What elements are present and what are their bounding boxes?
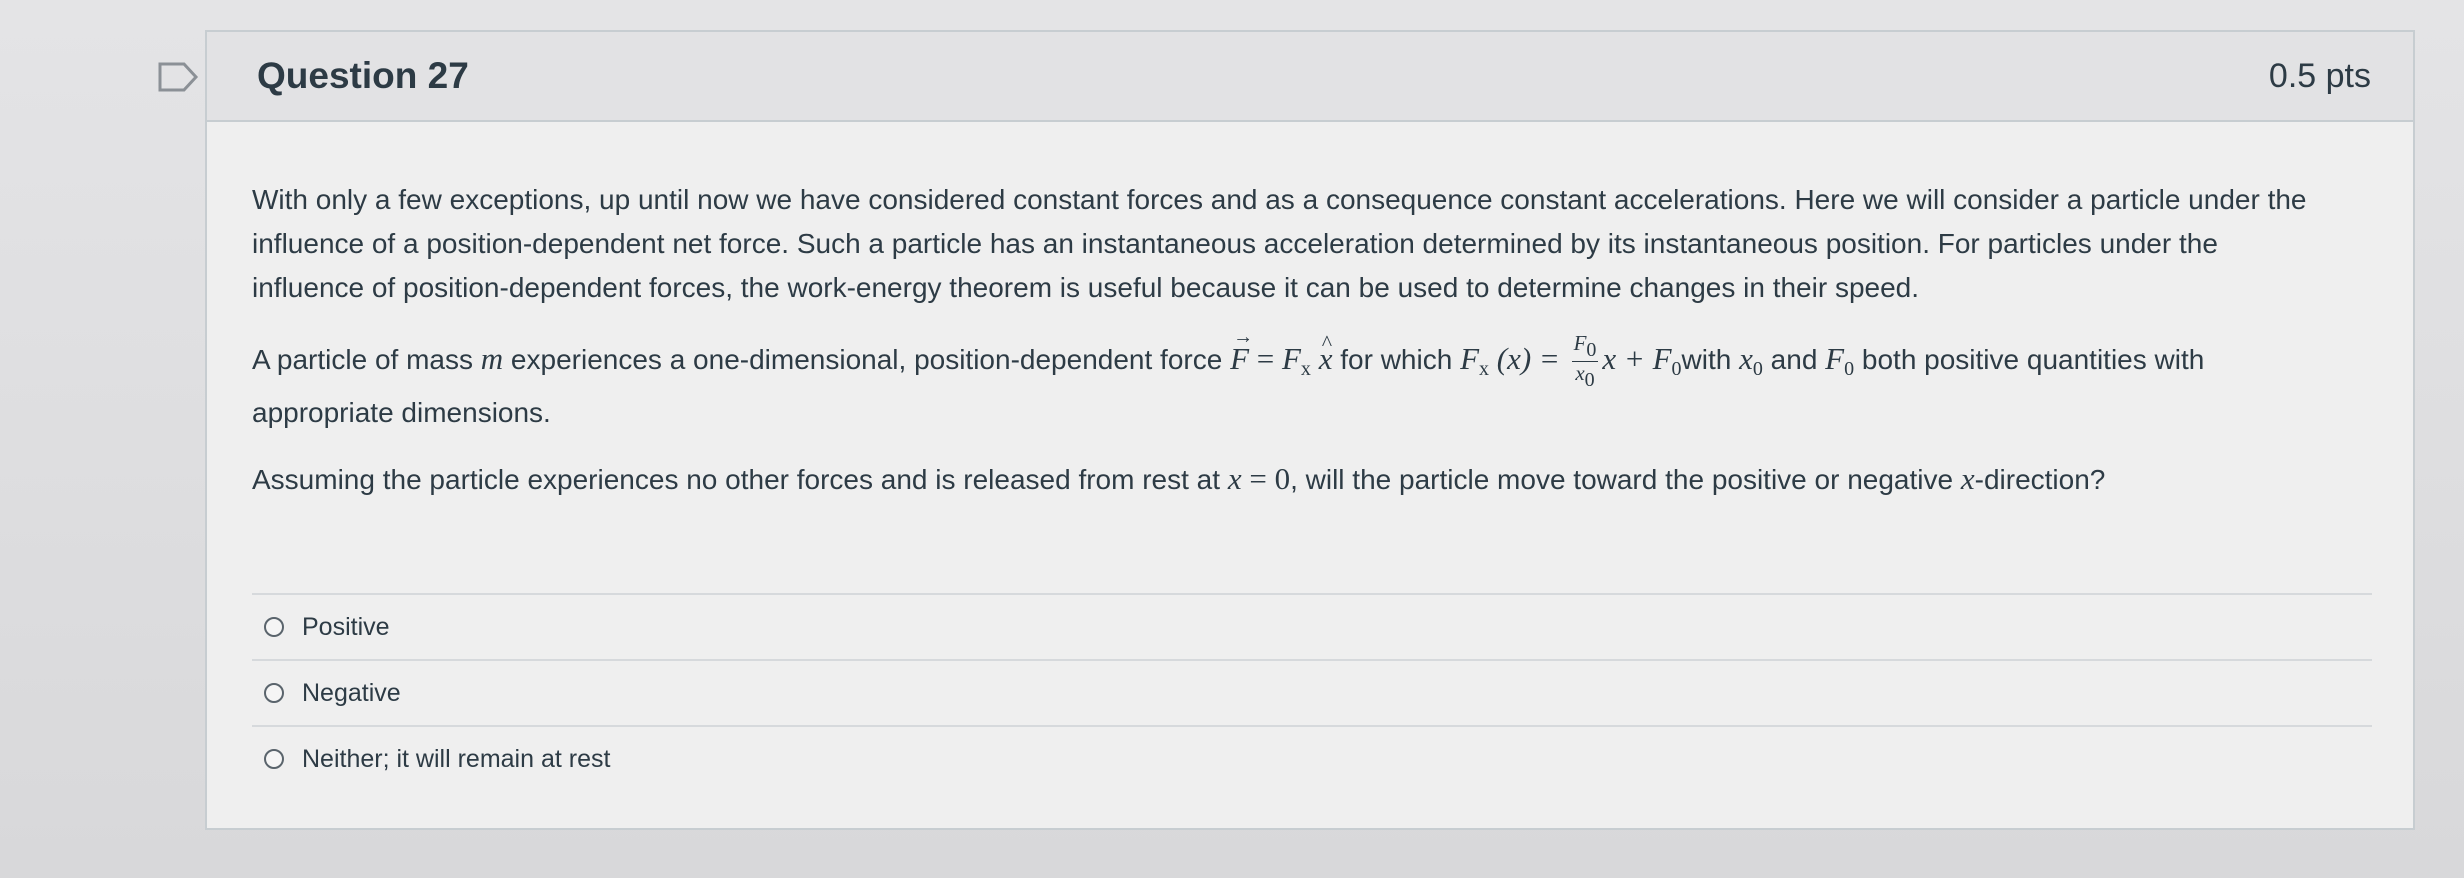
question-points: 0.5 pts <box>2268 56 2371 95</box>
text-span: for which <box>1332 343 1461 375</box>
answer-label[interactable]: Positive <box>302 612 390 641</box>
math-force-vector: → F <box>1230 337 1249 381</box>
answer-list <box>252 593 2372 791</box>
math-plus: x + F <box>1602 340 1672 376</box>
math-sub: x <box>1300 357 1311 380</box>
math-xhat: ^ x <box>1319 337 1333 381</box>
math-sub: 0 <box>1752 357 1763 380</box>
radio-icon[interactable] <box>264 749 284 769</box>
text-span: , will the particle move toward the positive or negative <box>1290 464 1961 495</box>
text-span: -direction? <box>1974 464 2106 495</box>
math-arg: (x) = <box>1489 340 1568 376</box>
math-m: m <box>480 340 504 376</box>
answer-option-neither[interactable] <box>252 725 2372 791</box>
question-paragraph-intro: With only a few exceptions, up until now we have considered constant forces and as a consequence constant accelerations. Here we will consider a particle under the influence of a position-dependent net force. Such a particle has an instantaneous acceleration determined by its instantaneous position. For particles under the influence of position-dependent forces, the work-energy theorem is useful because it can be used to determine changes in their speed. <box>252 184 2307 303</box>
math-sub: x <box>1479 357 1490 380</box>
answer-option-negative[interactable] <box>252 659 2372 725</box>
frac-den: x <box>1575 361 1585 385</box>
question-header <box>207 32 2413 122</box>
math-equals: = <box>1249 340 1282 376</box>
math-x: x <box>1960 461 1975 496</box>
math-x: x <box>1227 461 1242 496</box>
question-card <box>205 30 2415 830</box>
frac-den-sub: 0 <box>1584 369 1595 391</box>
math-fraction <box>1572 332 1599 391</box>
frac-num-sub: 0 <box>1586 339 1597 361</box>
question-title: Question 27 <box>257 55 469 96</box>
text-span: and <box>1762 343 1826 375</box>
flag-icon[interactable] <box>158 62 200 92</box>
question-paragraph-setup <box>252 332 2312 435</box>
math-fx: F <box>1460 340 1480 376</box>
math-f0: F <box>1825 340 1845 376</box>
answer-option-positive[interactable] <box>252 593 2372 659</box>
math-fx: F <box>1281 340 1301 376</box>
text-span: A particle of mass <box>252 343 481 375</box>
math-sub: 0 <box>1844 357 1855 380</box>
text-span: experiences a one-dimensional, position-dependent force <box>503 343 1231 375</box>
text-span: Assuming the particle experiences no other forces and is released from rest at <box>252 464 1228 495</box>
text-span: both positive quantities with appropriate dimensions. <box>252 343 2205 428</box>
math-cond: = 0 <box>1241 461 1291 496</box>
answer-label[interactable]: Negative <box>302 678 401 707</box>
radio-icon[interactable] <box>264 683 284 703</box>
text-span: with <box>1681 343 1740 375</box>
radio-icon[interactable] <box>264 617 284 637</box>
frac-num: F <box>1573 331 1587 355</box>
question-paragraph-prompt <box>252 457 2373 502</box>
math-x0: x <box>1739 340 1753 376</box>
math-sub: 0 <box>1671 357 1682 380</box>
answer-label[interactable]: Neither; it will remain at rest <box>302 744 611 773</box>
question-body <box>207 122 2413 502</box>
